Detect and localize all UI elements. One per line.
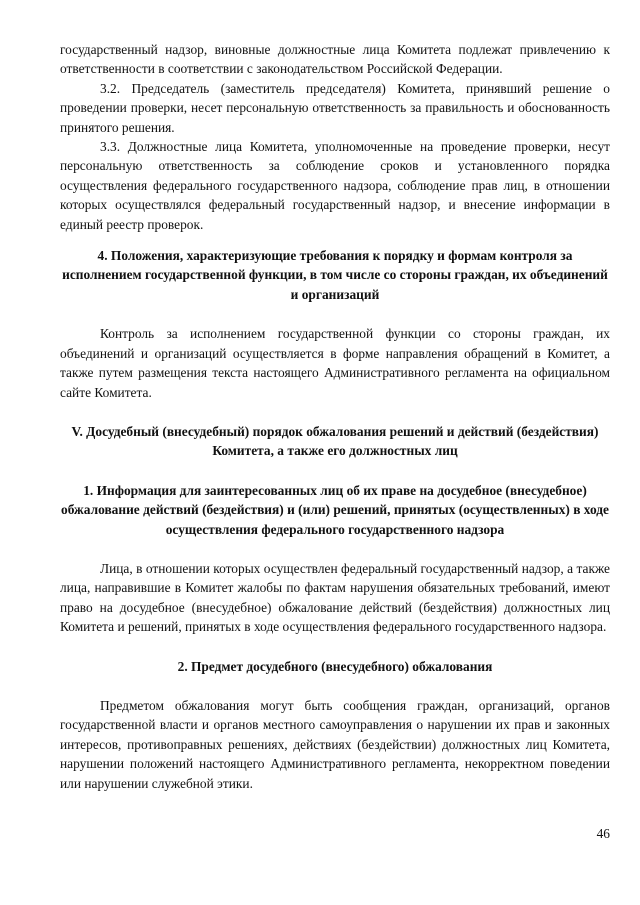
chapter-v-heading: V. Досудебный (внесудебный) порядок обжалования решений и действий (бездействия) Комитета, а также его должностных лиц [71, 423, 599, 459]
paragraph-appeal-subject: Предметом обжалования могут быть сообщения граждан, организаций, органов государственной власти и органов местного самоуправления о нарушении их прав и законных интересов, противоправных решениях, действиях (бездействии) должностных лиц Комитета, нарушении положений настоящего Административного регламента, некорректном поведении или нарушении служебной этики. [60, 697, 610, 791]
subsection-1-heading: 1. Информация для заинтересованных лиц об их праве на досудебное (внесудебное) обжалование действий (бездействия) и (или) решений, принятых (осуществленных) в ходе осуществления федерального государственного надзора [61, 482, 609, 537]
section-4-heading: 4. Положения, характеризующие требования к порядку и формам контроля за исполнением государственной функции, в том числе со стороны граждан, их объединений и организаций [62, 248, 608, 302]
paragraph-appeal-right: Лица, в отношении которых осуществлен федеральный государственный надзор, а также лица, направившие в Комитет жалобы по фактам нарушения обязательных требований, имеют право на досудебное (внесудебное) обжалование действий (бездействия) должностных лиц Комитета и решений, принятых в ходе осуществления федерального государственного надзора. [60, 560, 610, 635]
paragraph-3-3: 3.3. Должностные лица Комитета, уполномоченные на проведение проверки, несут персональную ответственность за соблюдение сроков и установленного порядка осуществления федерального государственного надзора, соблюдение прав лиц, в отношении которых осуществлялся федеральный государственный надзор, и внесение информации в единый реестр проверок. [60, 139, 610, 232]
paragraph-3-2: 3.2. Председатель (заместитель председателя) Комитета, принявший решение о проведении проверки, несет персональную ответственность за правильность и обоснованность принятого решения. [60, 80, 610, 135]
page-number: 46 [596, 826, 610, 841]
subsection-2-heading: 2. Предмет досудебного (внесудебного) обжалования [177, 658, 493, 674]
paragraph-continuation: государственный надзор, виновные должностные лица Комитета подлежат привлечению к ответственности в соответствии с законодательством Российской Федерации. [60, 42, 610, 77]
document-page [60, 40, 610, 793]
paragraph-control: Контроль за исполнением государственной функции со стороны граждан, их объединений и организаций осуществляется в форме направления обращений в Комитет, а также путем размещения текста настоящего Административного регламента на официальном сайте Комитета. [60, 326, 610, 400]
